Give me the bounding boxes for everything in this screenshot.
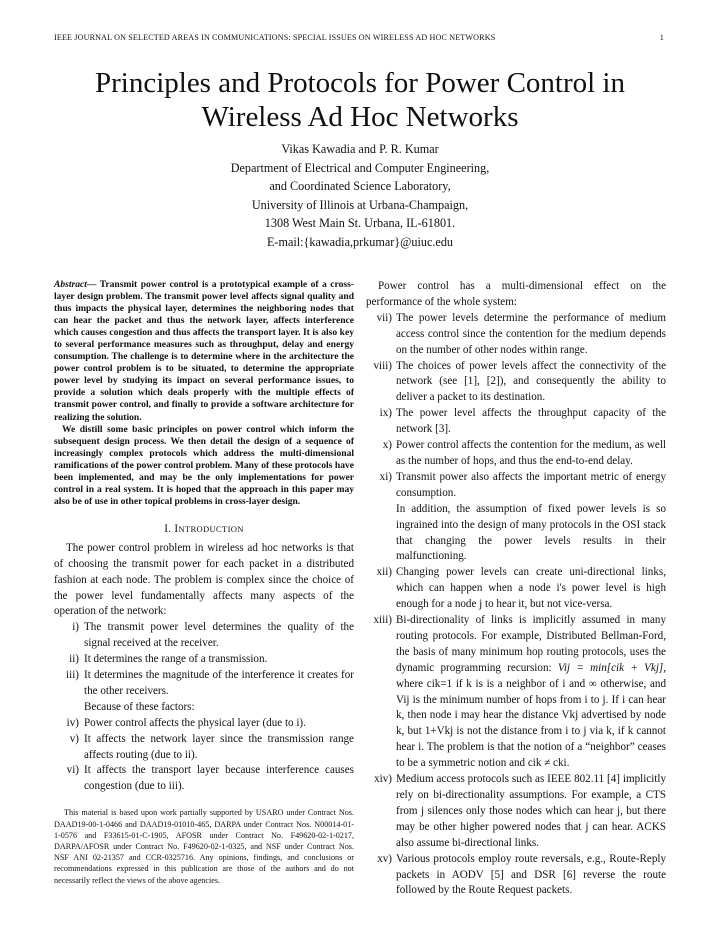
- list-item-number: xiv): [374, 773, 392, 786]
- factor-list: [54, 620, 354, 700]
- abstract-paragraph-1: [54, 279, 354, 424]
- list-item: [366, 565, 666, 613]
- right-column: [366, 279, 666, 899]
- list-item-number: vi): [66, 764, 79, 777]
- list-item-number: ii): [69, 653, 79, 666]
- list-item-number: viii): [373, 359, 392, 372]
- list-item-text: The power level affects the throughput capacity of the network [3].: [396, 407, 666, 436]
- footnote-text: This material is based upon work partially supported by USARO under Contract Nos. DAAD19-00-1-0466 and DAAD19-01010-465, DARPA under Contract Nos. N00014-01-1-0576 and F33615-01-C-1905, AFOSR under Contract No. F49620-02-1-0217, DARPA/AFOSR under Contract No. F49620-02-1-0325, and NSF under Contract Nos. NSF ANI 02-21357 and CCR-0325716. Any opinions, findings, and conclusions or recommendations expressed in this publication are those of the authors and do not necessarily reflect the views of the above agencies.: [54, 808, 354, 885]
- list-item: [54, 620, 354, 652]
- abstract-paragraph-2: We distill some basic principles on power control which inform the subsequent design process. We then detail the design of a sequence of increasingly complex protocols which address the multi-dimensional ramifications of the power control problem. Many of these protocols have been implemented, and may be the only implementations for power control in a real system. It is hoped that the approach in this paper may also be of use in other topical problems in cross-layer design.: [54, 423, 354, 507]
- list-item-number: x): [382, 439, 392, 452]
- because-note: Because of these factors:: [84, 700, 195, 713]
- list-item: [366, 852, 666, 900]
- right-intro-paragraph: Power control has a multi-dimensional effect on the performance of the whole system:: [366, 280, 666, 308]
- list-item-text: Power control affects the contention for the medium, as well as the number of hops, and thus the end-to-end delay.: [396, 439, 666, 467]
- list-item-text: Power control affects the physical layer (due to i).: [84, 716, 306, 729]
- recursion-equation: Vij = min[cik + Vkj]: [557, 661, 664, 674]
- list-item-text: Medium access protocols such as IEEE 802.11 [4] implicitly rely on bi-directionality assumptions. For example, a CTS from j silences only those nodes which can hear j, but there may be other higher powered nodes that j can hear. ACKS also assume bi-directional links.: [396, 773, 666, 849]
- addition-paragraph: In addition, the assumption of fixed power levels is so ingrained into the design of many protocols in the OSI stack that changing the power levels results in their malfunctioning.: [396, 502, 666, 563]
- list-item-text: It determines the range of a transmission.: [84, 653, 268, 666]
- list-item-number: ix): [379, 407, 392, 420]
- effects-list: [366, 311, 666, 900]
- list-item: [366, 311, 666, 359]
- list-item: [54, 668, 354, 700]
- author-email: E-mail:{kawadia,prkumar}@uiuc.edu: [266, 234, 454, 249]
- affiliation-line-3: University of Illinois at Urbana-Champaign,: [251, 197, 469, 212]
- list-item: [54, 716, 354, 732]
- list-item-text: The power levels determine the performance of medium access control since the contention for the medium depends on the number of other nodes within range.: [396, 311, 666, 356]
- list-item: [366, 470, 666, 565]
- section-numeral: I.: [164, 522, 175, 535]
- affiliation-line-1: Department of Electrical and Computer Engineering,: [230, 160, 490, 175]
- list-item: [366, 406, 666, 438]
- affiliation-line-4: 1308 West Main St. Urbana, IL-61801.: [264, 216, 456, 230]
- list-item-number: i): [72, 621, 79, 634]
- title-line-2: Wireless Ad Hoc Networks: [201, 101, 519, 133]
- section-first-letter: I: [174, 522, 179, 535]
- list-item-number: xii): [376, 566, 392, 579]
- list-item-text: The choices of power levels affect the connectivity of the network (see [1], [2]), and consequently the ability to deliver a packet to its destination.: [396, 359, 666, 404]
- running-head-text: IEEE JOURNAL ON SELECTED AREAS IN COMMUNICATIONS: SPECIAL ISSUES ON WIRELESS AD HOC NETWORKS: [54, 33, 496, 42]
- author-block: [60, 140, 660, 251]
- abstract-text-1: Transmit power control is a prototypical example of a cross-layer design problem. The transmit power level affects signal quality and thus impacts the physical layer, determines the neighboring nodes that can hear the packet and thus the network layer, affects interference which causes congestion and thus affects the transport layer. It is also key to several performance measures such as throughput, delay and energy consumption. The challenge is to determine where in the architecture the power control problem is to be situated, to determine the appropriate power level by studying its impact on several performance issues, to provide a solution which deals properly with the multiple effects of transmit power control, and finally to provide a software architecture for realizing the solution.: [54, 279, 354, 423]
- list-item-text: Bi-directionality of links is implicitly assumed in many routing protocols. For example, Distributed Bellman-Ford, the basis of many minimum hop routing protocols, uses the dynamic programming recursion:: [396, 614, 666, 674]
- section-title-rest: NTRODUCTION: [178, 523, 244, 534]
- abstract-dash: —: [86, 279, 100, 290]
- paper-title: [60, 66, 660, 134]
- title-line-1: Principles and Protocols for Power Control in: [94, 67, 625, 99]
- abstract-lead: Abstract: [54, 279, 87, 290]
- list-item: [54, 732, 354, 764]
- list-item-text: Changing power levels can create uni-directional links, which can happen when a node i's power level is high enough for a node j to hear it, but not vice-versa.: [396, 566, 666, 611]
- list-item-text-cont: , where cik=1 if k is is a neighbor of i and ∞ otherwise, and Vij is the minimum number of hops from i to j. If i can hear k, then node i may hear the distance Vkj advertised by node k, but 1+Vkj is not the distance from i to j via k, if k cannot hear i. The problem is that the notion of a “neighbor” ceases to be a symmetric notion and cik ≠ cki.: [396, 661, 666, 770]
- list-item: [54, 763, 354, 795]
- list-item-text: Various protocols employ route reversals, e.g., Route-Reply packets in AODV [5] and DSR [6] reverse the route followed by the Route Request packets.: [396, 852, 666, 897]
- intro-paragraph: The power control problem in wireless ad hoc networks is that of choosing the transmit power for each packet in a distributed fashion at each node. The problem is complex since the choice of the power level fundamentally affects many aspects of the operation of the network:: [54, 541, 354, 618]
- abstract: [54, 279, 354, 508]
- author-names: Vikas Kawadia and P. R. Kumar: [281, 142, 439, 156]
- list-item: [366, 438, 666, 470]
- list-item: [366, 613, 666, 772]
- affiliation-line-2: and Coordinated Science Laboratory,: [269, 179, 451, 193]
- list-item-number: xi): [379, 470, 392, 483]
- list-item-text: It affects the transport layer because interference causes congestion (due to iii).: [84, 764, 354, 793]
- list-item: [366, 772, 666, 852]
- list-item-text: It affects the network layer since the transmission range affects routing (due to ii).: [84, 732, 354, 761]
- list-item-number: xiii): [373, 614, 392, 627]
- footnote: [54, 807, 354, 885]
- list-item-number: iv): [66, 716, 79, 729]
- section-heading-introduction: [54, 522, 354, 538]
- list-item-number: v): [69, 732, 79, 745]
- list-item-text: The transmit power level determines the quality of the signal received at the receiver.: [84, 621, 354, 650]
- list-item-number: vii): [376, 311, 392, 324]
- page-number: 1: [659, 33, 664, 42]
- list-item-number: xv): [377, 852, 392, 865]
- list-item-text: It determines the magnitude of the interference it creates for the other receivers.: [84, 669, 354, 697]
- list-item: [366, 359, 666, 407]
- consequence-list: [54, 716, 354, 796]
- left-column: [54, 279, 354, 886]
- list-item-number: iii): [66, 669, 79, 682]
- list-item-text: Transmit power also affects the important metric of energy consumption.: [396, 470, 666, 499]
- running-head: [54, 33, 664, 42]
- list-item: [54, 652, 354, 668]
